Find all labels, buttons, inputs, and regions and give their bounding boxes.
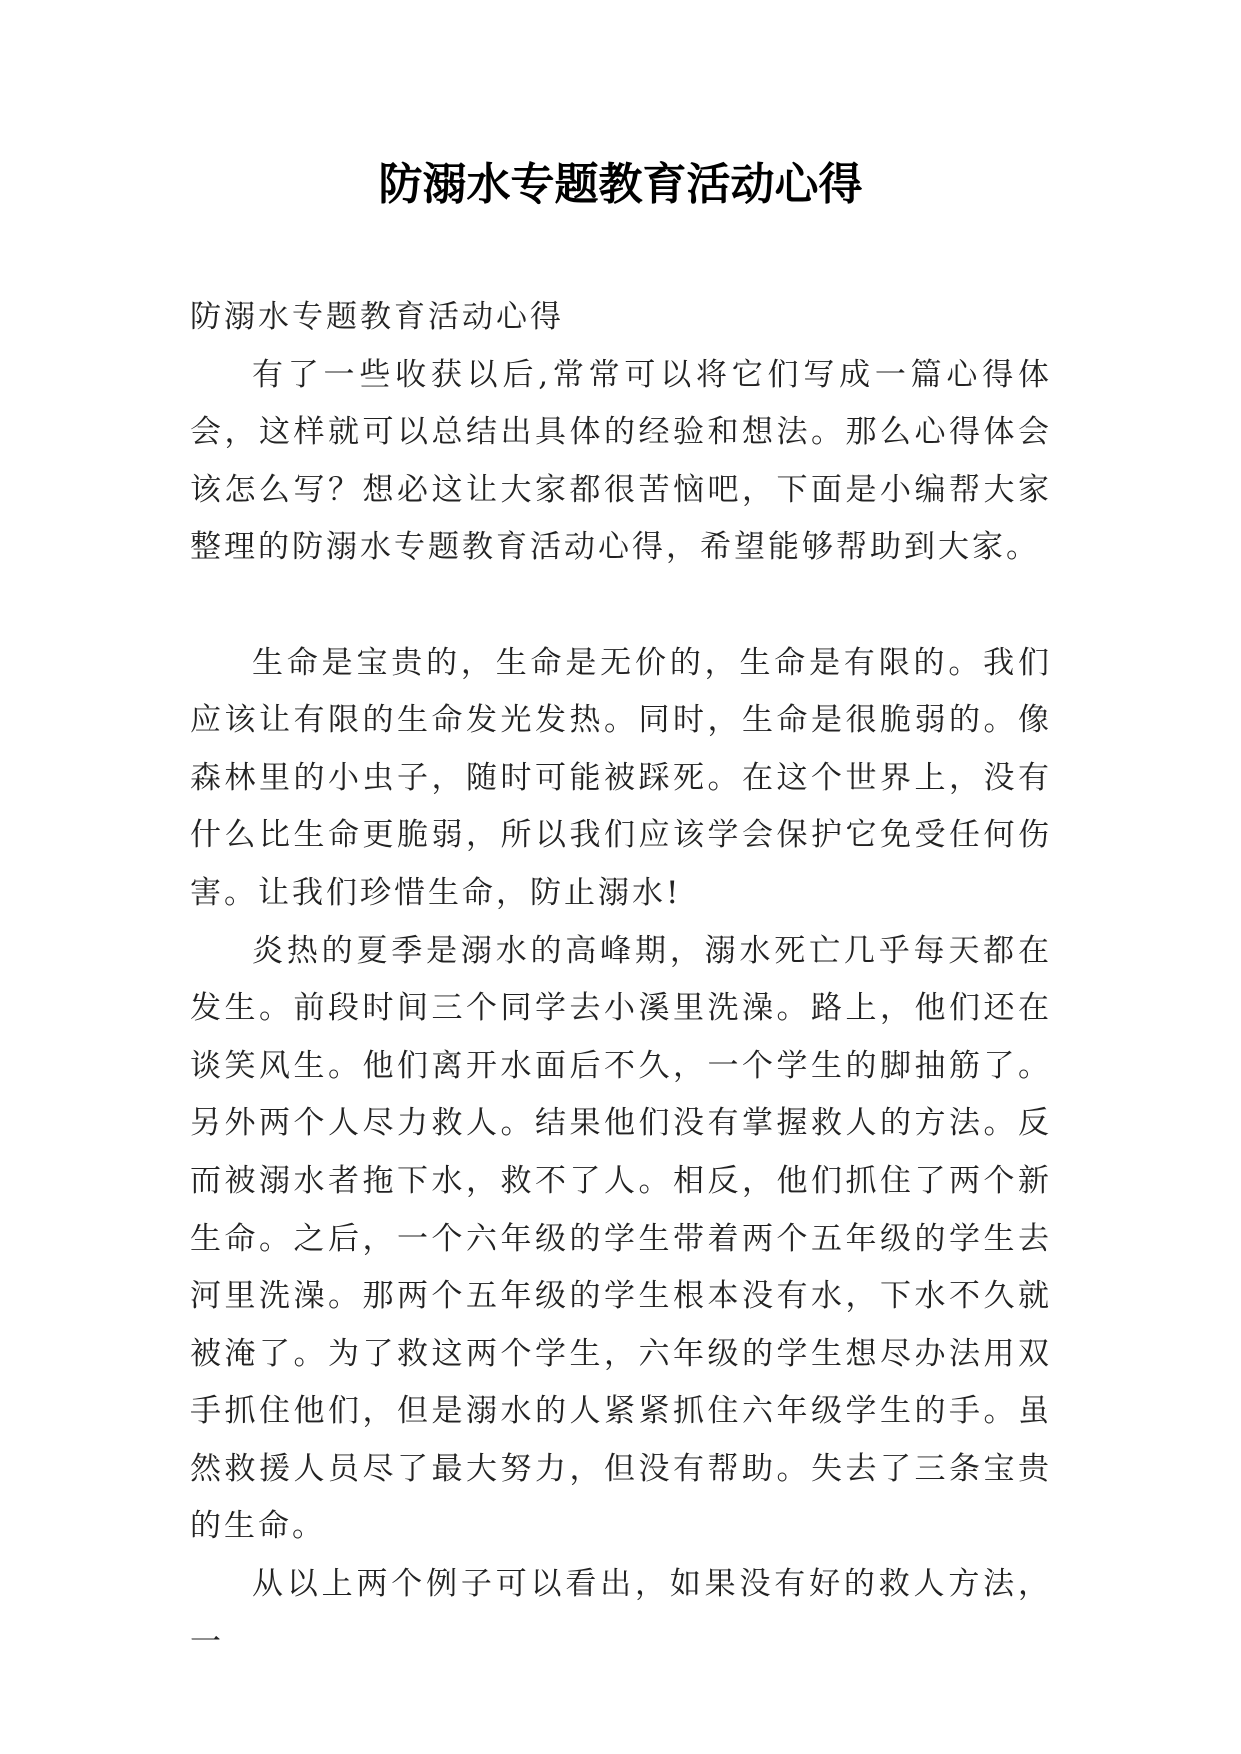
paragraph-summer: 炎热的夏季是溺水的高峰期，溺水死亡几乎每天都在发生。前段时间三个同学去小溪里洗澡。路上，他们还在谈笑风生。他们离开水面后不久，一个学生的脚抽筋了。另外两个人尽力救人。结果他们没有掌握救人的方法。反而被溺水者拖下水，救不了人。相反，他们抓住了两个新生命。之后，一个六年级的学生带着两个五年级的学生去河里洗澡。那两个五年级的学生根本没有水，下水不久就被淹了。为了救这两个学生，六年级的学生想尽办法用双手抓住他们，但是溺水的人紧紧抓住六年级学生的手。虽然救援人员尽了最大努力，但没有帮助。失去了三条宝贵的生命。 [190,932,1052,1545]
document-title: 防溺水专题教育活动心得 [378,159,863,210]
document-body [190,289,1052,1671]
paragraph-spacer [190,577,1052,635]
paragraph-intro: 有了一些收获以后,常常可以将它们写成一篇心得体会，这样就可以总结出具体的经验和想法。那么心得体会该怎么写？想必这让大家都很苦恼吧，下面是小编帮大家整理的防溺水专题教育活动心得，希望能够帮助到大家。 [190,356,1052,566]
paragraph-conclusion: 从以上两个例子可以看出，如果没有好的救人方法，一 [190,1566,1052,1660]
document-subtitle: 防溺水专题教育活动心得 [190,299,564,335]
paragraph-life: 生命是宝贵的，生命是无价的，生命是有限的。我们应该让有限的生命发光发热。同时，生命是很脆弱的。像森林里的小虫子，随时可能被踩死。在这个世界上，没有什么比生命更脆弱，所以我们应该学会保护它免受任何伤害。让我们珍惜生命，防止溺水! [190,644,1052,911]
